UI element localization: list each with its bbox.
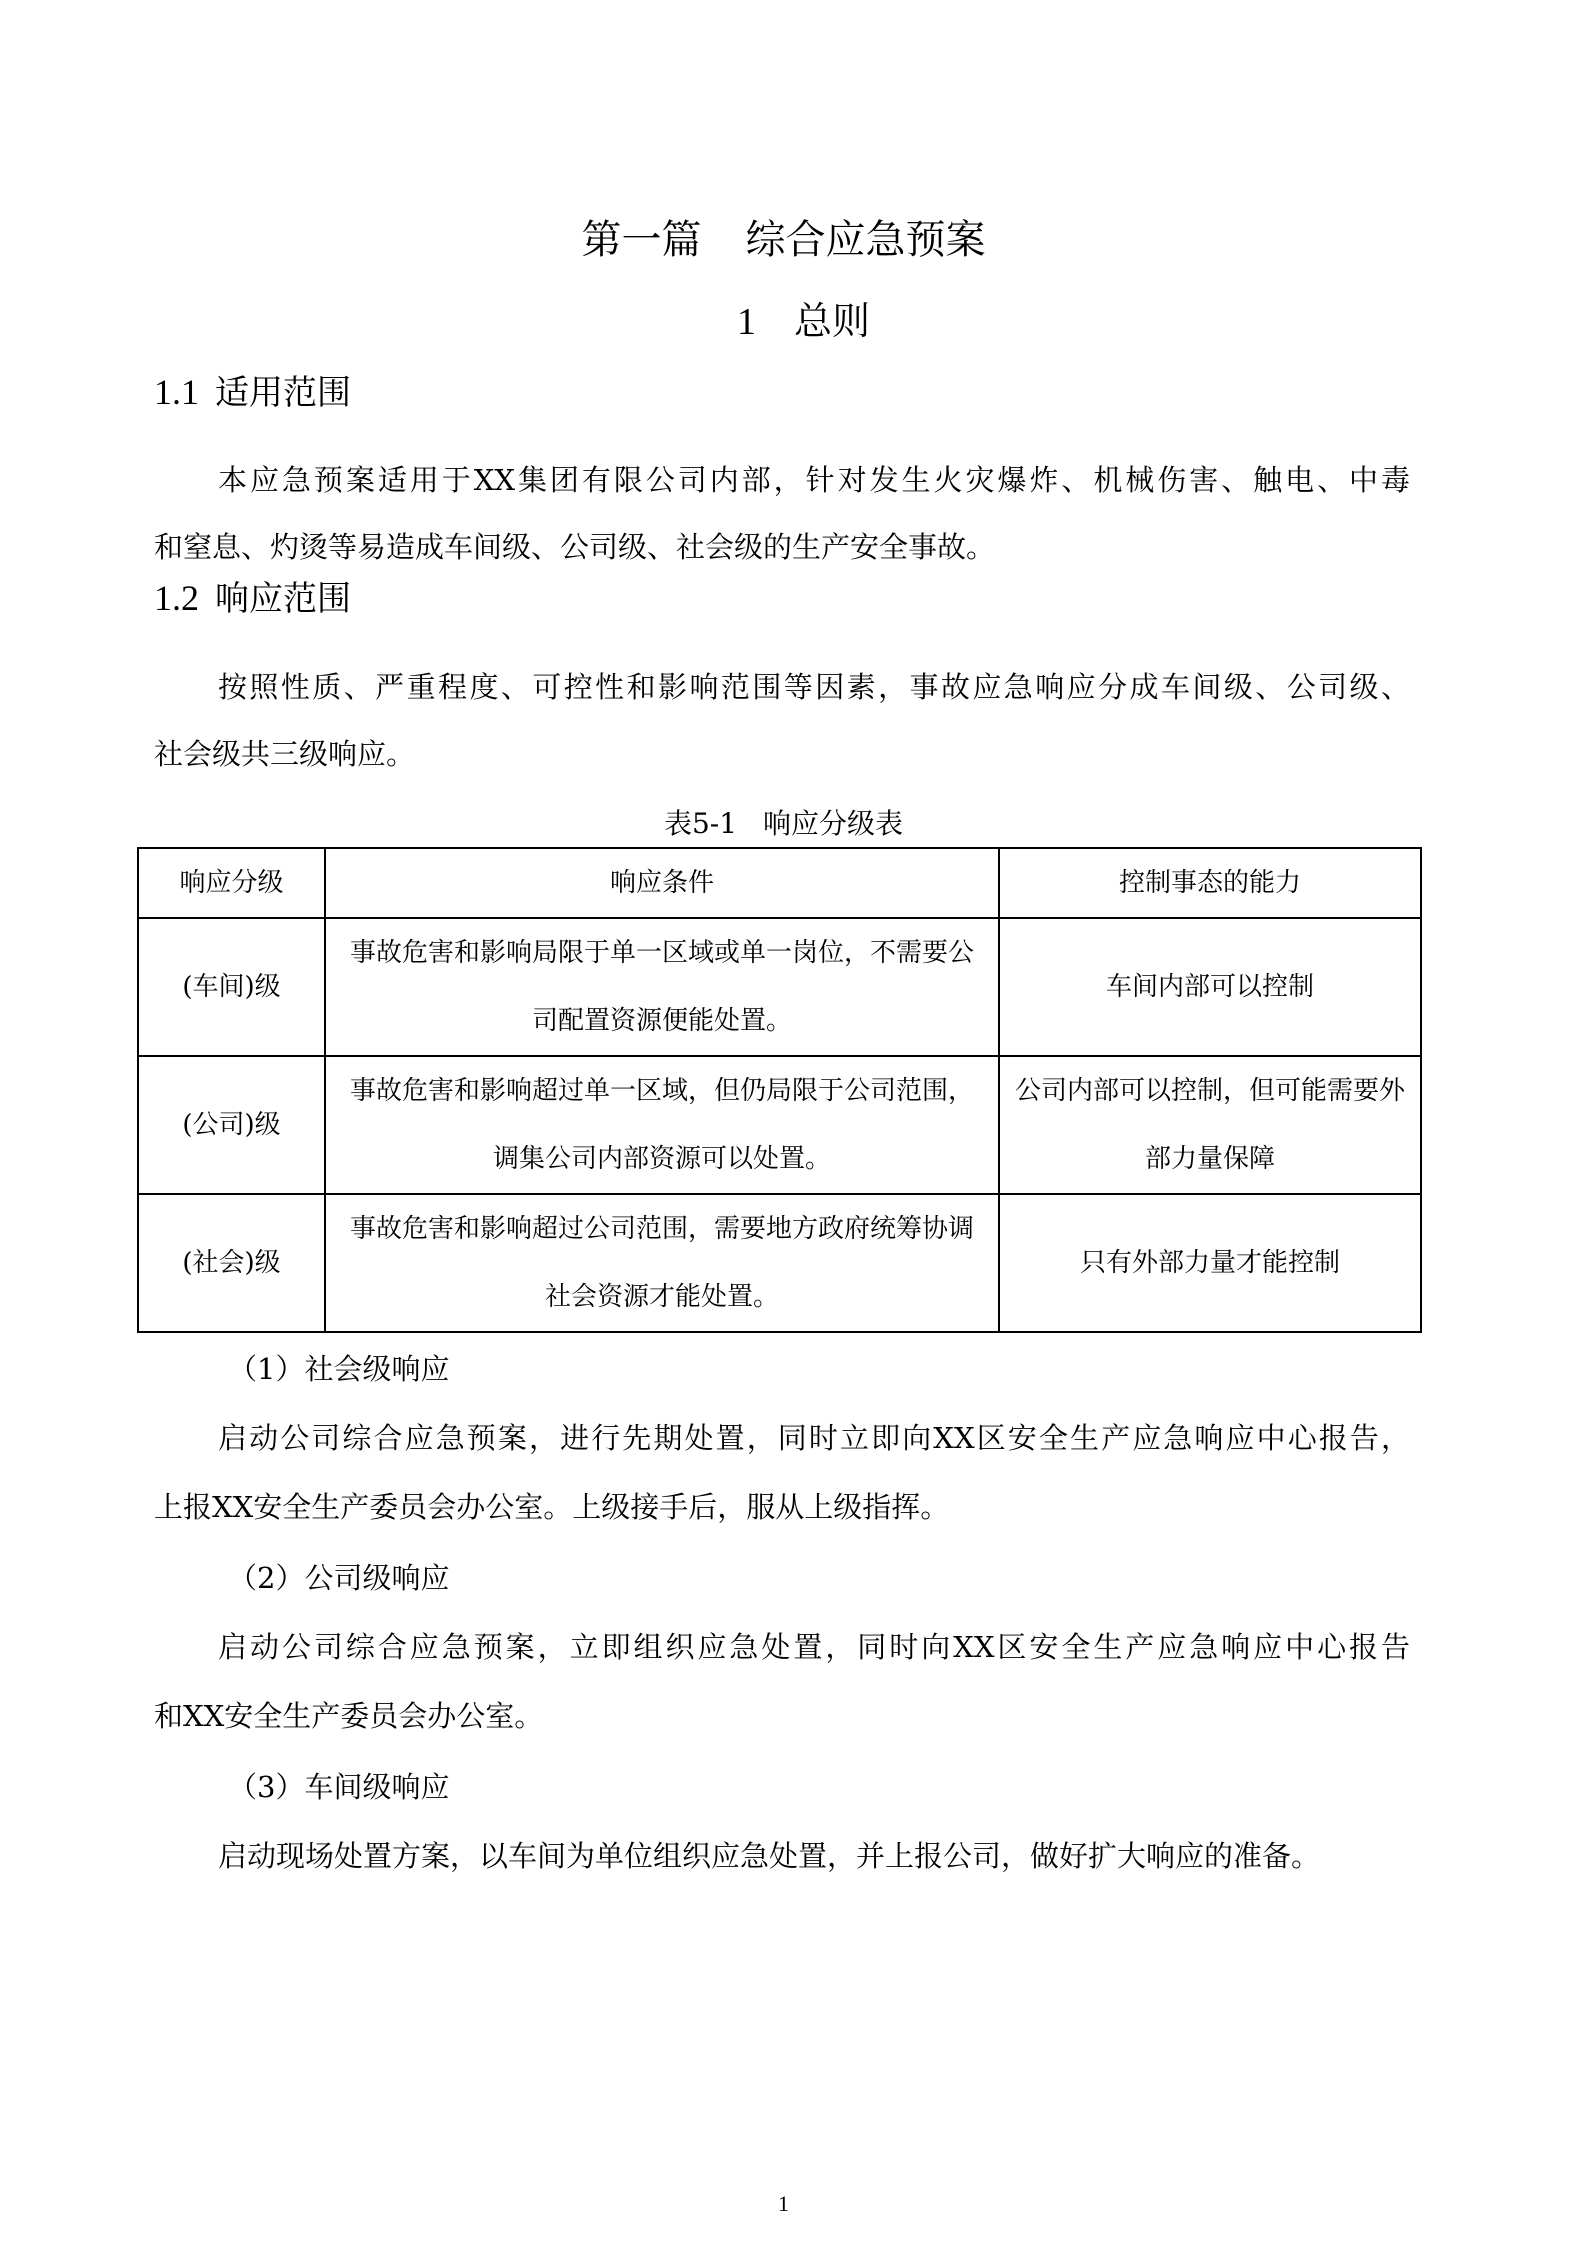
paragraph-line: 社会级共三级响应。 <box>154 737 416 771</box>
chapter-name: 总则 <box>793 299 870 343</box>
cell-ability: 车间内部可以控制 <box>999 918 1421 1056</box>
header-level: 响应分级 <box>138 848 325 918</box>
response-level-table <box>137 847 1422 1333</box>
table-header-row <box>138 848 1421 918</box>
part-title <box>0 212 1567 268</box>
header-condition: 响应条件 <box>325 848 999 918</box>
cell-condition: 事故危害和影响超过公司范围，需要地方政府统筹协调社会资源才能处置。 <box>325 1194 999 1332</box>
paragraph-line: 上报XX安全生产委员会办公室。上级接手后，服从上级指挥。 <box>154 1490 950 1524</box>
table-row <box>138 918 1421 1056</box>
section-title: 响应范围 <box>215 579 351 619</box>
item-heading: （3）车间级响应 <box>228 1770 450 1804</box>
cell-level: (社会)级 <box>138 1194 325 1332</box>
cell-level: (公司)级 <box>138 1056 325 1194</box>
paragraph-line: 和窒息、灼烫等易造成车间级、公司级、社会级的生产安全事故。 <box>154 530 996 564</box>
cell-ability: 公司内部可以控制，但可能需要外部力量保障 <box>999 1056 1421 1194</box>
chapter-number: 1 <box>736 301 756 343</box>
paragraph-line: 按照性质、严重程度、可控性和影响范围等因素，事故应急响应分成车间级、公司级、 <box>218 670 1410 704</box>
caption-label: 表5-1 <box>663 807 738 840</box>
section-number: 1.2 <box>154 578 199 618</box>
part-name: 综合应急预案 <box>745 217 986 263</box>
section-number: 1.1 <box>154 372 199 412</box>
section-title: 适用范围 <box>215 373 351 413</box>
paragraph-line: 本应急预案适用于XX集团有限公司内部，针对发生火灾爆炸、机械伤害、触电、中毒 <box>218 463 1410 497</box>
section-heading-1-2 <box>154 573 351 624</box>
chapter-title <box>0 293 1587 350</box>
section-heading-1-1 <box>154 367 351 418</box>
paragraph-line: 启动公司综合应急预案，进行先期处置，同时立即向XX区安全生产应急响应中心报告， <box>218 1421 1410 1455</box>
paragraph-line: 和XX安全生产委员会办公室。 <box>154 1699 544 1733</box>
cell-level: (车间)级 <box>138 918 325 1056</box>
table-row <box>138 1056 1421 1194</box>
table-caption <box>0 806 1567 842</box>
caption-title: 响应分级表 <box>763 807 904 840</box>
part-label: 第一篇 <box>581 217 702 263</box>
page-number: 1 <box>778 2191 789 2216</box>
cell-ability: 只有外部力量才能控制 <box>999 1194 1421 1332</box>
item-heading: （2）公司级响应 <box>228 1561 450 1595</box>
cell-condition: 事故危害和影响局限于单一区域或单一岗位，不需要公司配置资源便能处置。 <box>325 918 999 1056</box>
paragraph-line: 启动公司综合应急预案，立即组织应急处置，同时向XX区安全生产应急响应中心报告 <box>218 1630 1410 1664</box>
table-row <box>138 1194 1421 1332</box>
header-ability: 控制事态的能力 <box>999 848 1421 918</box>
paragraph-line: 启动现场处置方案，以车间为单位组织应急处置，并上报公司，做好扩大响应的准备。 <box>218 1839 1321 1873</box>
item-heading: （1）社会级响应 <box>228 1352 450 1386</box>
cell-condition: 事故危害和影响超过单一区域，但仍局限于公司范围，调集公司内部资源可以处置。 <box>325 1056 999 1194</box>
